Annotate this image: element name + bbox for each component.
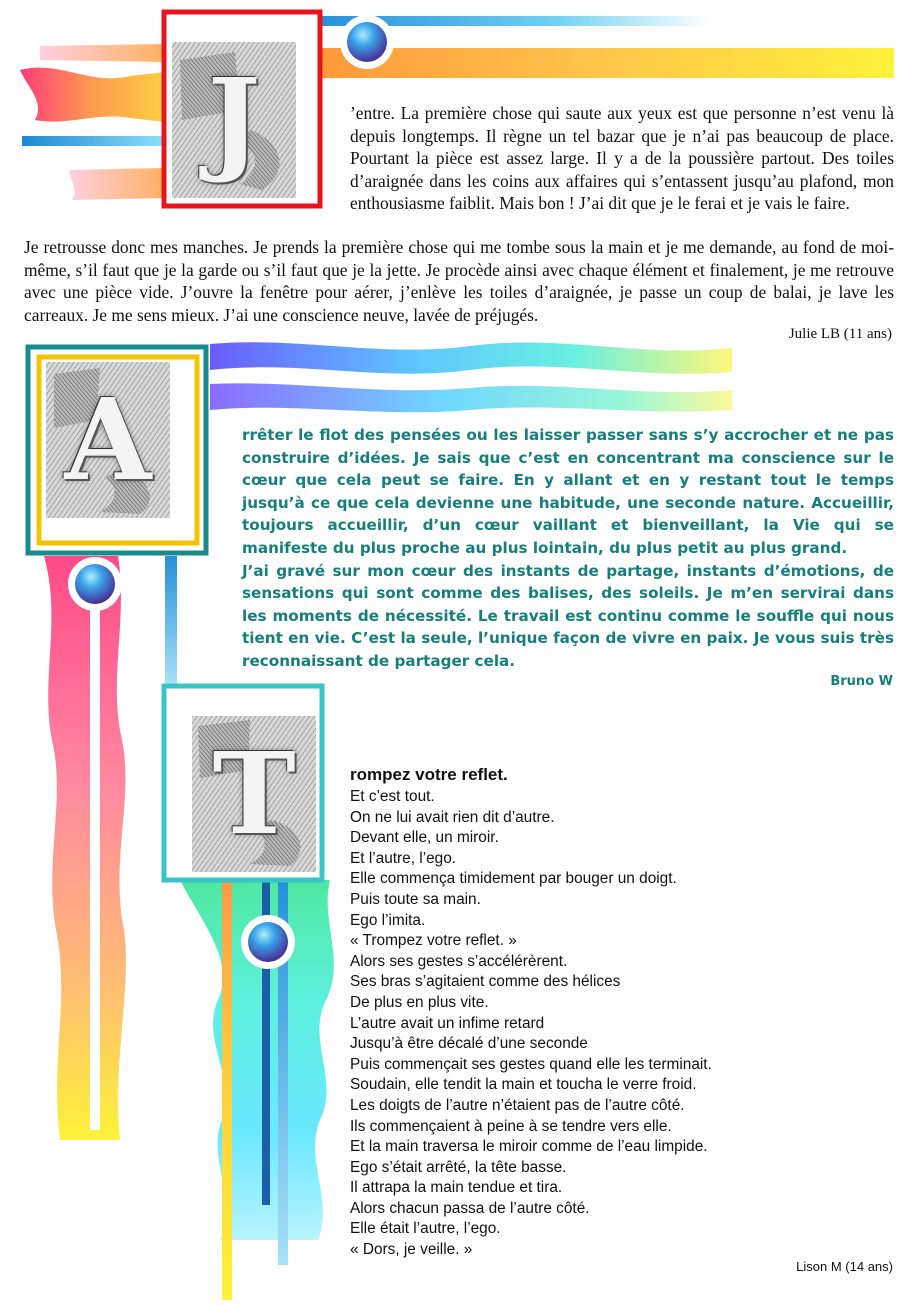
poem-line: Les doigts de l’autre n’étaient pas de l’autre côté. [350, 1096, 685, 1114]
section1-second-paragraph-text: Je retrousse donc mes manches. Je prends la première chose qui me tombe sous la main et je me demande, au fond de moi-même, s’il faut que je la garde ou s’il faut que je la jette. Je procède ainsi avec chaque élément et finalement, je me retrouve avec une pièce vide. J’ouvre la fenêtre pour aérer, j’enlève les toiles d’araignée, je passe un coup de balai, je lave les carreaux. Je me sens mieux. J’ai une conscience neuve, lavée de préjugés. [24, 237, 894, 325]
poem-line: Soudain, elle tendit la main et toucha le verre froid. [350, 1076, 697, 1094]
poem-line: Ego s’était arrêté, la tête basse. [350, 1158, 567, 1176]
poem-line: Alors chacun passa de l’autre côté. [350, 1199, 590, 1217]
section2-first-paragraph: rrêter le flot des pensées ou les laisser passer sans s’y accrocher et ne pas construire d’idées. Je sais que c’est en concentrant ma conscience sur le cœur que cela peut se faire. En y allant et en y restant tout le temps jusqu’à ce que cela devienne une habitude, une seconde nature. Accueillir, toujours accueillir, d’un cœur vaillant et bienveillant, la Vie qui se manifeste du plus proche au plus lointain, du plus petit au plus grand. [242, 426, 894, 557]
poem-line: Puis toute sa main. [350, 890, 481, 908]
section3-poem [350, 763, 890, 1261]
poem-line: Et c’est tout. [350, 788, 435, 805]
poem-line: Ego l’imita. [350, 911, 426, 929]
poem-line: Puis commençait ses gestes quand elle les terminait. [350, 1055, 712, 1073]
poem-line: Ses bras s’agitaient comme des hélices [350, 973, 621, 991]
drop-letter-a-glyph: A [64, 374, 152, 506]
poem-line: Et l’autre, l’ego. [350, 849, 457, 867]
poem-line: Elle était l’autre, l’ego. [350, 1220, 501, 1238]
poem-line: Jusqu’à être décalé d’une seconde [350, 1035, 588, 1053]
section2-text [242, 424, 894, 673]
poem-line: De plus en plus vite. [350, 993, 489, 1011]
poem-line: Ils commençaient à peine à se tendre vers elle. [350, 1117, 672, 1135]
drop-letter-t [192, 716, 316, 872]
drop-letter-j-glyph: J [207, 54, 261, 186]
poem-line: Elle commença timidement par bouger un doigt. [350, 870, 677, 888]
drop-letter-t-glyph: T [212, 728, 296, 860]
poem-line: Alors ses gestes s’accélérèrent. [350, 952, 568, 970]
section1-author: Julie LB (11 ans) [788, 326, 892, 342]
poem-line: Il attrapa la main tendue et tira. [350, 1179, 563, 1197]
poem-line: « Dors, je veille. » [350, 1241, 473, 1259]
poem-line: « Trompez votre reflet. » [350, 932, 517, 950]
poem-title: rompez votre reflet. [350, 765, 508, 784]
section1-first-paragraph [350, 102, 894, 215]
poem-line: Devant elle, un miroir. [350, 829, 499, 847]
section1-first-paragraph-text: ’entre. La première chose qui saute aux yeux est que personne n’est venu là depuis longtemps. Il règne un tel bazar que je n’ai pas beaucoup de place. Pourtant la pièce est assez large. Il y a de la poussière partout. Des toiles d’araignée dans les coins aux affaires qui s’entassent jusqu’au plafond, mon enthousiasme faiblit. Mais bon ! J’ai dit que je le ferai et je vais le faire. [350, 103, 894, 214]
section1-second-paragraph [24, 236, 894, 326]
section3-author: Lison M (14 ans) [796, 1259, 893, 1274]
section2-second-paragraph: J’ai gravé sur mon cœur des instants de partage, instants d’émotions, de sensations qui sont comme des balises, des soleils. Je m’en servirai dans les moments de nécessité. Le travail est continu comme le souffle qui nous tient en vie. C’est la seule, l’unique façon de vivre en paix. Je vous suis très reconnaissant de partager cela. [242, 561, 894, 670]
drop-letter-j [172, 42, 296, 198]
poem-line: Et la main traversa le miroir comme de l’eau limpide. [350, 1138, 708, 1156]
poem-line: On ne lui avait rien dit d’autre. [350, 808, 555, 826]
section2-author: Bruno W [830, 674, 893, 689]
drop-letter-a [46, 362, 170, 518]
poem-line: L’autre avait un infime retard [350, 1014, 545, 1032]
